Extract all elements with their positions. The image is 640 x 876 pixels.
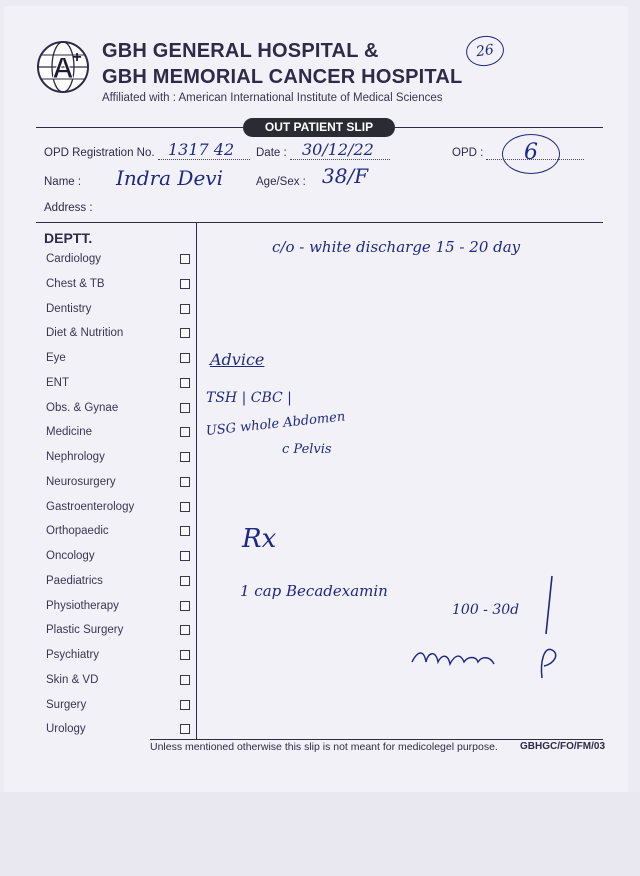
header-rule-left [36,127,243,128]
department-row[interactable] [46,449,196,474]
department-name: Medicine [46,426,93,439]
department-checkbox[interactable] [180,625,190,635]
name-value: Indra Devi [116,166,223,190]
department-checkbox[interactable] [180,279,190,289]
department-checkbox[interactable] [180,675,190,685]
rx-symbol: Rx [242,524,277,554]
department-checkbox[interactable] [180,353,190,363]
department-checkbox[interactable] [180,328,190,338]
department-name: Nephrology [46,451,105,463]
date-label: Date : [256,147,287,159]
svg-text:+: + [72,49,82,66]
department-checkbox[interactable] [180,254,190,264]
department-row[interactable] [46,697,196,722]
footer-disclaimer: Unless mentioned otherwise this slip is not meant for medicolegel purpose. [150,741,498,753]
department-checkbox[interactable] [180,700,190,710]
age-sex-label: Age/Sex : [256,176,306,188]
department-name: Diet & Nutrition [46,327,124,340]
medication-line: 1 cap Becadexamin [240,582,388,600]
department-row[interactable] [46,573,196,598]
department-name: Neurosurgery [46,475,116,488]
department-row[interactable] [46,474,196,499]
department-checkbox[interactable] [180,576,190,586]
hospital-affiliation: Affiliated with : American International Institute of Medical Sciences [102,92,443,104]
dose-bracket [542,574,556,636]
department-row[interactable] [46,622,196,647]
fields-bottom-rule [36,222,603,223]
date-value: 30/12/22 [302,140,374,159]
departments-title: DEPTT. [44,230,93,246]
department-name: Obs. & Gynae [46,401,119,414]
department-checkbox[interactable] [180,378,190,388]
department-name: Oncology [46,550,95,562]
footer-rule [150,739,603,740]
department-name: Chest & TB [46,277,105,290]
department-name: ENT [46,376,69,389]
department-row[interactable] [46,400,196,425]
department-row[interactable] [46,598,196,623]
form-code: GBHGC/FO/FM/03 [520,741,606,752]
hospital-name-line1: GBH GENERAL HOSPITAL & [102,40,379,62]
department-row[interactable] [46,325,196,350]
slip-title-banner: OUT PATIENT SLIP [243,118,395,137]
department-name: Paediatrics [46,574,103,587]
age-sex-value: 38/F [322,164,369,188]
department-divider-line [196,222,197,740]
medication-dose: 100 - 30d [452,602,520,618]
department-row[interactable] [46,647,196,672]
advice-line-2: USG whole Abdomen [205,409,346,439]
department-row[interactable] [46,301,196,326]
department-name: Physiotherapy [46,599,119,612]
department-name: Dentistry [46,302,92,315]
department-checkbox[interactable] [180,427,190,437]
department-name: Psychiatry [46,649,100,661]
page-number-circle: 26 [464,34,506,69]
hospital-name-line2: GBH MEMORIAL CANCER HOSPITAL [102,66,463,88]
opd-registration-value: 1317 42 [168,140,235,159]
hospital-logo-icon [36,40,90,94]
department-checkbox[interactable] [180,551,190,561]
department-checkbox[interactable] [180,650,190,660]
opd-registration-line [158,159,250,160]
svg-text:A: A [52,52,74,85]
department-name: Skin & VD [46,673,99,686]
department-checkbox[interactable] [180,477,190,487]
chief-complaint-note: c/o - white discharge 15 - 20 day [272,238,521,256]
department-checkbox[interactable] [180,724,190,734]
header-rule-right [395,127,603,128]
department-name: Urology [46,723,86,736]
department-row[interactable] [46,276,196,301]
date-line [290,159,390,160]
department-checkbox[interactable] [180,403,190,413]
department-row[interactable] [46,251,196,276]
department-name: Cardiology [46,253,101,265]
department-list [46,251,196,746]
advice-line-1: TSH | CBC | [206,390,292,406]
department-row[interactable] [46,523,196,548]
department-name: Surgery [46,698,87,711]
department-row[interactable] [46,375,196,400]
department-row[interactable] [46,548,196,573]
department-row[interactable] [46,672,196,697]
department-checkbox[interactable] [180,601,190,611]
department-checkbox[interactable] [180,452,190,462]
opd-number-circle: 6 [502,134,560,174]
address-label: Address : [44,202,93,214]
department-name: Orthopaedic [46,525,109,538]
department-checkbox[interactable] [180,526,190,536]
department-name: Plastic Surgery [46,624,124,637]
department-row[interactable] [46,350,196,375]
opd-registration-label: OPD Registration No. [44,147,155,159]
doctor-signature-icon [410,638,560,680]
advice-heading: Advice [210,350,265,369]
name-label: Name : [44,176,82,188]
advice-line-3: c Pelvis [282,442,332,457]
page-bottom-margin [0,792,640,876]
department-name: Eye [46,352,66,364]
department-row[interactable] [46,499,196,524]
department-checkbox[interactable] [180,502,190,512]
department-checkbox[interactable] [180,304,190,314]
department-name: Gastroenterology [46,500,135,513]
opd-label: OPD : [452,147,484,159]
department-row[interactable] [46,424,196,449]
